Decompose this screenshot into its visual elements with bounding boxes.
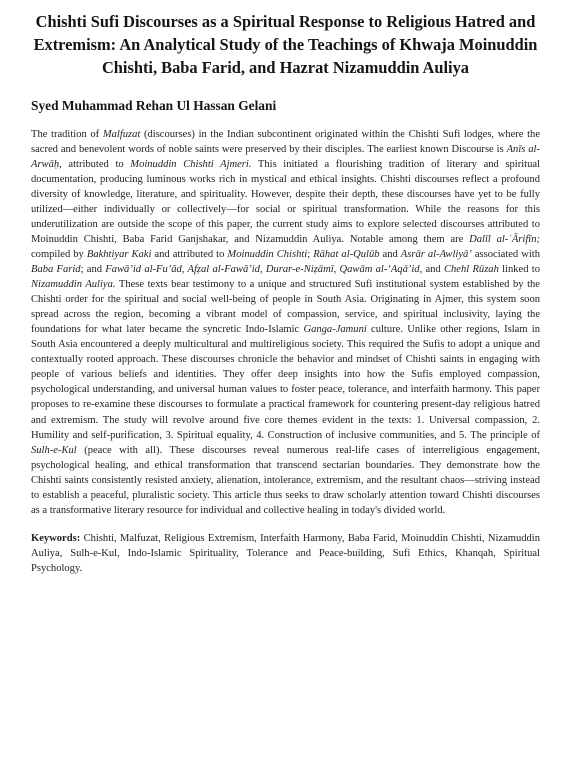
abstract-italic-run: Rāhat al-Qulūb <box>313 248 380 260</box>
abstract-italic-run: Fawā’id al-Fu’ād, Afẓal al-Fawā’id, Durar-e-Niẓāmī, Qawām al-‘Aqā’id, <box>105 264 423 276</box>
abstract-text-run: linked to <box>498 264 540 276</box>
abstract-text-run: ; and <box>80 264 106 276</box>
abstract-text-run: ; <box>307 248 314 260</box>
abstract-text-run: compiled by <box>31 248 87 260</box>
abstract-text-run: The tradition of <box>31 128 103 140</box>
abstract-italic-run: Malfuzat <box>102 128 141 140</box>
abstract-text-run: , attributed to <box>59 158 131 170</box>
abstract-italic-run: Dalīl al-ʿĀrifīn; <box>469 233 540 245</box>
abstract-italic-run: Asrār al-Awliyā’ <box>400 248 472 260</box>
abstract-italic-run: Baba Farid <box>31 264 81 276</box>
abstract-paragraph <box>31 127 540 518</box>
abstract-text-run: and <box>379 248 401 260</box>
abstract-italic-run: Anīs al-Arwāḥ <box>31 143 540 170</box>
abstract-italic-run: Chehl Rūzah <box>444 264 499 276</box>
abstract-text-run: (peace with all). These discourses reveal numerous real-life cases of interreligious engagement, psychological healing, and ethical transformation that transcend sectarian boundaries. They demonstrate how the Chishti saints consistently resisted anxiety, alienation, intolerance, extremism, and the resultant chaos—striving instead to establish a peaceful, pluralistic society. This article thus seeks to draw scholarly attention toward Chishti discourses as a transformative literary resource for individual and collective healing in today's divided world. <box>31 444 540 516</box>
paper-title: Chishti Sufi Discourses as a Spiritual Response to Religious Hatred and Extremism: An Analytical Study of the Teachings of Khwaja Moinuddin Chishti, Baba Farid, and Hazrat Nizamuddin Auliya <box>33 12 538 78</box>
keywords-list: Chishti, Malfuzat, Religious Extremism, Interfaith Harmony, Baba Farid, Moinuddin Chishti, Nizamuddin Auliya, Sulh-e-Kul, Indo-Islamic Spirituality, Tolerance and Peace-building, Sufi Ethics, Khanqah, Spiritual Psychology. <box>31 532 540 574</box>
abstract-text-run: culture. Unlike other regions, Islam in South Asia encountered a deeply multicultural and multireligious society. This required the Sufis to adopt a unique and contextually rooted approach. These discourses chronicle the behavior and mindset of Chishti saints in engaging with people of various beliefs and identities. They offer deep insights into how the Sufis employed compassion, psychological understanding, and universal human values to foster peace, tolerance, and interfaith harmony. This paper proposes to re-examine these discourses to formulate a practical framework for countering present-day religious hatred and extremism. The study will revolve around five core themes evident in the texts: 1. Universal compassion, 2. Humility and self-purification, 3. Spiritual equality, 4. Construction of inclusive communities, and 5. The principle of <box>31 324 540 441</box>
abstract-text-run: (discourses) in the Indian subcontinent originated within the Chishti Sufi lodges, where the sacred and benevolent words of noble saints were preserved by their disciples. The earliest known Discourse is <box>31 128 540 155</box>
abstract-text-run: These texts bear testimony to a unique and structured Sufi institutional system established by the Chishti order for the spiritual and social well-being of people in South Asia. Originating in Ajmer, this system soon spread across the region, becoming a vibrant model of compassion, service, and spiritual inclusivity, laying the foundations for what later became the syncretic Indo-Islamic <box>31 279 540 336</box>
abstract-italic-run: Moinuddin Chishti Ajmeri. <box>130 158 252 170</box>
abstract-text-run: and <box>422 264 444 276</box>
abstract-italic-run: Bakhtiyar Kaki <box>86 248 152 260</box>
keywords-paragraph <box>31 531 540 576</box>
abstract-text-run: associated with <box>471 248 540 260</box>
abstract-italic-run: Moinuddin Chishti <box>227 248 308 260</box>
abstract-italic-run: Sulh-e-Kul <box>31 444 77 456</box>
abstract-italic-run: Nizamuddin Auliya. <box>31 279 116 291</box>
author-name: Syed Muhammad Rehan Ul Hassan Gelani <box>31 97 277 113</box>
abstract-text-run: and attributed to <box>151 248 228 260</box>
abstract-text-run: This initiated a flourishing tradition of literary and spiritual documentation, producing luminous works rich in mystical and ethical insights. Chishti discourses reflect a profound diversity of knowledge, literature, and spirituality. However, despite their depth, these discourses have yet to be fully utilized—either individually or collectively—for social or spiritual transformation. While the reasons for this underutilization are outside the scope of this paper, the current study aims to explore selected discourses attributed to Moinuddin Chishti, Baba Farid Ganjshakar, and Nizamuddin Auliya. Notable among them are <box>31 158 540 245</box>
abstract-italic-run: Ganga-Jamuni <box>303 324 367 336</box>
keywords-label: Keywords: <box>31 532 81 544</box>
